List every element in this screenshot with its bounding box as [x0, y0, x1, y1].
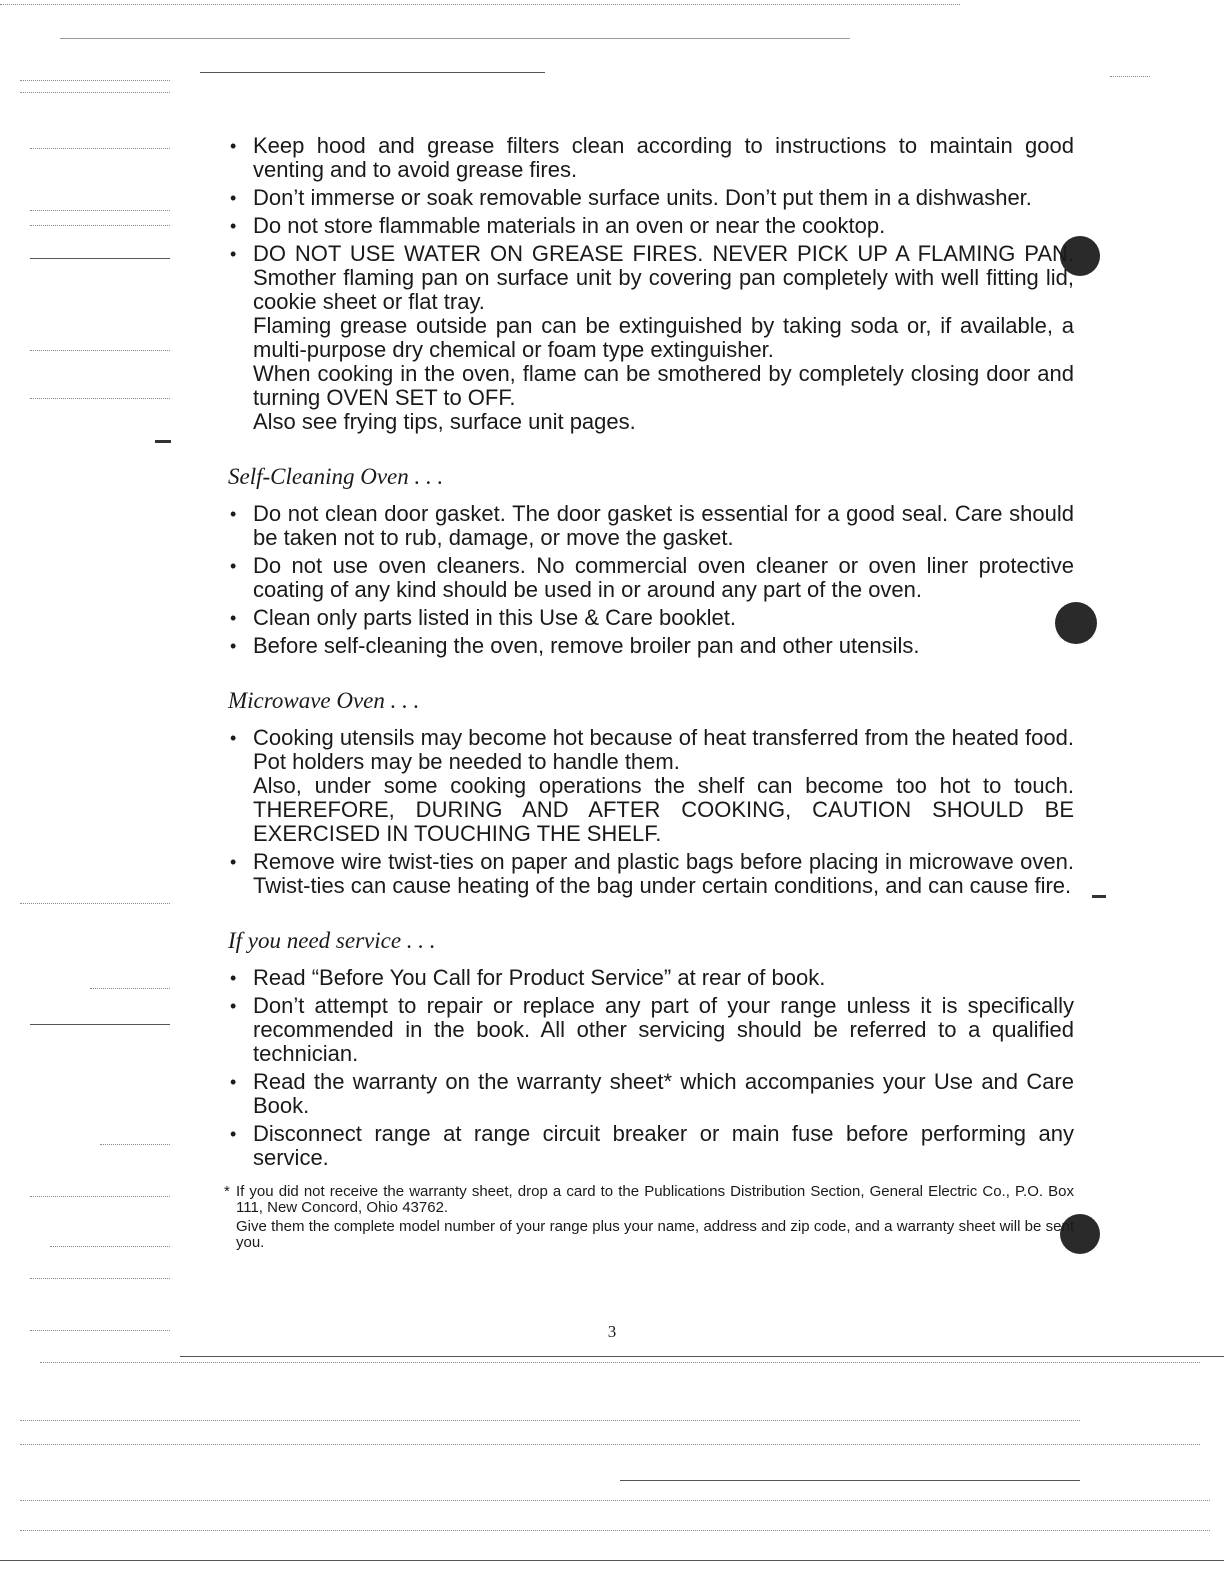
footnote-line-1: If you did not receive the warranty sheet, drop a card to the Publications Distribution Section, General Electric Co., P.O. Box 111, New Concord, Ohio 43762. — [236, 1183, 1074, 1216]
list-item — [228, 966, 1074, 990]
footnote-marker: * — [224, 1183, 230, 1200]
list-item — [228, 1122, 1074, 1170]
list-item-text: • Do not store flammable materials in an oven or near the cooktop. — [253, 213, 886, 238]
list-item-text: • Do not use oven cleaners. No commercial oven cleaner or oven liner protective coating of any kind should be used in or around any part of the oven. — [253, 553, 1074, 602]
self-cleaning-heading: Self-Cleaning Oven . . . — [228, 464, 444, 489]
list-item-text: • Do not clean door gasket. The door gasket is essential for a good seal. Care should be taken not to rub, damage, or move the gasket. — [253, 501, 1074, 550]
list-item-text: Flaming grease outside pan can be extinguished by taking soda or, if available, a multi-purpose dry chemical or foam type extinguisher. — [253, 313, 1074, 362]
list-item-text: Also see frying tips, surface unit pages. — [253, 409, 636, 434]
list-item — [228, 850, 1074, 898]
list-item — [228, 214, 1074, 238]
list-item-text: • Don’t attempt to repair or replace any part of your range unless it is specifically recommended in the book. All other servicing should be referred to a qualified technician. — [253, 993, 1074, 1066]
microwave-list — [228, 726, 1074, 898]
microwave-heading: Microwave Oven . . . — [228, 688, 420, 713]
list-item-text: • Disconnect range at range circuit breaker or main fuse before performing any service. — [253, 1121, 1074, 1170]
list-item — [228, 134, 1074, 182]
page-number: 3 — [607, 1322, 617, 1341]
general-safety-list — [228, 134, 1074, 434]
list-item — [228, 554, 1074, 602]
list-item-text: • Clean only parts listed in this Use & Care booklet. — [253, 605, 737, 630]
warranty-footnote — [224, 1183, 1074, 1251]
list-item-text: • Don’t immerse or soak removable surface units. Don’t put them in a dishwasher. — [253, 185, 1032, 210]
list-item — [228, 994, 1074, 1066]
list-item — [228, 242, 1074, 434]
service-heading: If you need service . . . — [228, 928, 436, 953]
list-item — [228, 634, 1074, 658]
list-item — [228, 1070, 1074, 1118]
service-list — [228, 966, 1074, 1170]
list-item-text: When cooking in the oven, flame can be smothered by completely closing door and turning OVEN SET to OFF. — [253, 361, 1074, 410]
list-item-text: • Read the warranty on the warranty sheet* which accompanies your Use and Care Book. — [253, 1069, 1074, 1118]
footnote-line-2: Give them the complete model number of your range plus your name, address and zip code, and a warranty sheet will be sent you. — [236, 1218, 1074, 1251]
list-item-text: • Remove wire twist-ties on paper and plastic bags before placing in microwave oven. Twist-ties can cause heating of the bag under certain conditions, and can cause fire. — [253, 849, 1074, 898]
list-item-text: • DO NOT USE WATER ON GREASE FIRES. NEVER PICK UP A FLAMING PAN. Smother flaming pan on surface unit by covering pan completely with well fitting lid, cookie sheet or flat tray. — [253, 241, 1074, 314]
list-item — [228, 606, 1074, 630]
list-item-text: • Read “Before You Call for Product Service” at rear of book. — [253, 965, 826, 990]
list-item — [228, 502, 1074, 550]
list-item-text: • Cooking utensils may become hot because of heat transferred from the heated food. Pot holders may be needed to handle them. — [253, 725, 1074, 774]
list-item-text: • Keep hood and grease filters clean according to instructions to maintain good venting and to avoid grease fires. — [253, 133, 1074, 182]
list-item — [228, 186, 1074, 210]
list-item-text: Also, under some cooking operations the shelf can become too hot to touch. THEREFORE, DURING AND AFTER COOKING, CAUTION SHOULD BE EXERCISED IN TOUCHING THE SHELF. — [253, 773, 1074, 846]
self-cleaning-list — [228, 502, 1074, 658]
list-item-text: • Before self-cleaning the oven, remove broiler pan and other utensils. — [253, 633, 920, 658]
list-item — [228, 726, 1074, 846]
content-column — [224, 133, 1074, 1254]
